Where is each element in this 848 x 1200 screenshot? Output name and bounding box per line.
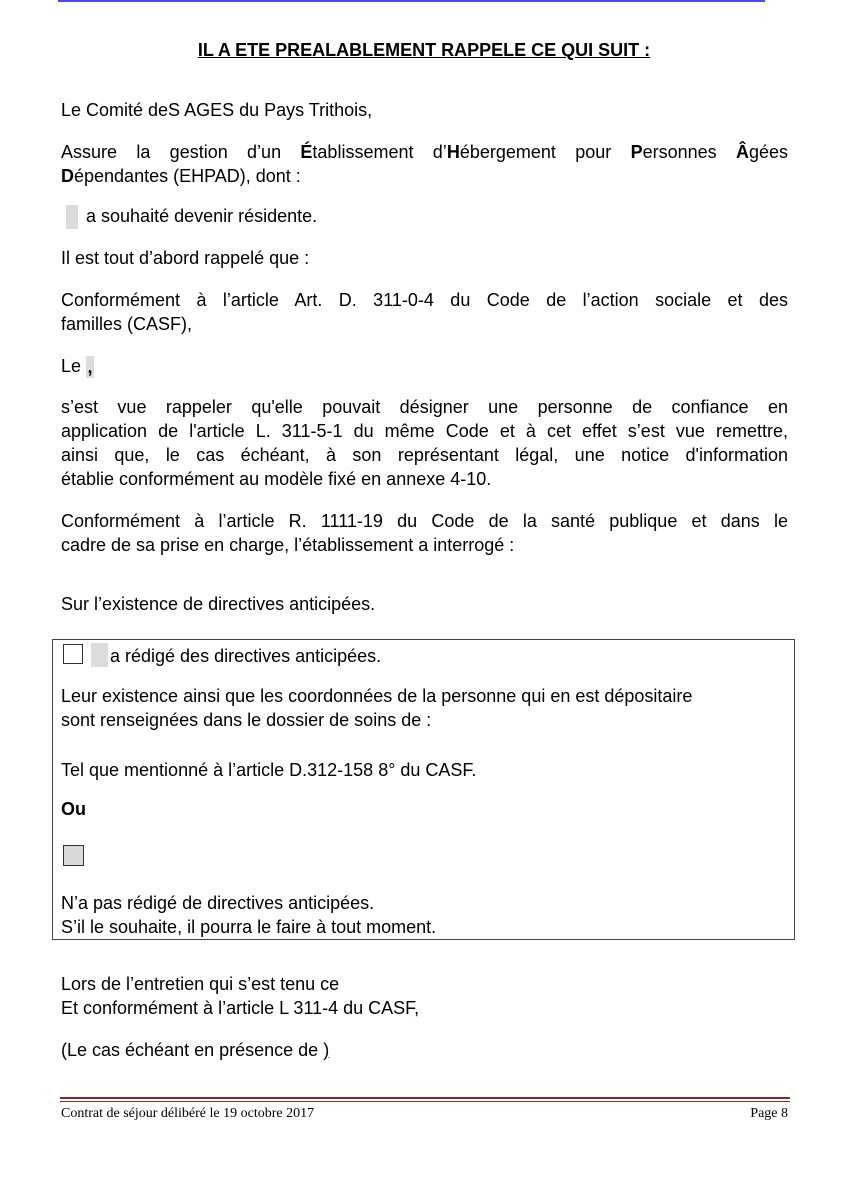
option2-text: N’a pas rédigé de directives anticipées. S’il le souhaite, il pourra le faire à tout moment.: [61, 893, 437, 937]
option1-label: a rédigé des directives anticipées.: [110, 646, 382, 666]
top-rule: [58, 0, 765, 2]
redacted-name-field-2[interactable]: ,: [87, 357, 93, 378]
directives-box: [52, 639, 795, 940]
resident-line: a souhaité devenir résidente.: [66, 204, 793, 229]
ou-label: Ou: [61, 799, 86, 819]
vue-paragraph: s’est vue rappeler qu'elle pouvait désigner une personne de confiance en application de l'article L. 311-5-1 du même Code et à cet effet s’est vue remettre, ainsi que, le cas échéant, à son représentant légal, une notice d'information établie conformément au modèle fixé en annexe 4-10.: [61, 397, 788, 489]
pas-redige-checkbox[interactable]: [63, 845, 84, 866]
le-line: Le ,: [61, 356, 93, 378]
assure-paragraph: [61, 140, 788, 188]
rappel-line: Il est tout d’abord rappelé que :: [61, 248, 310, 268]
existence-line: Sur l’existence de directives anticipées.: [61, 594, 376, 614]
conform2-paragraph: Conformément à l’article R. 1111-19 du Code de la santé publique et dans le cadre de sa prise en charge, l’établissement a interrogé :: [61, 511, 788, 555]
entretien-paragraph: Lors de l’entretien qui s’est tenu ce Et conformément à l’article L 311-4 du CASF,: [61, 974, 420, 1018]
footer-rule-thin: [60, 1101, 790, 1102]
footer-rule-thick: [60, 1097, 790, 1099]
section-title: IL A ETE PREALABLEMENT RAPPELE CE QUI SUIT :: [197, 40, 651, 60]
assure-line-1: Assure la gestion d’un Établissement d’Hébergement pour Personnes Âgées: [61, 142, 788, 162]
redacted-name-field[interactable]: [66, 205, 78, 229]
footer-page-number: Page 8: [750, 1106, 788, 1121]
footer-contract-date: Contrat de séjour délibéré le 19 octobre 2017: [61, 1106, 315, 1121]
redacted-name-field-3[interactable]: [91, 643, 108, 667]
conform1-paragraph: Conformément à l’article Art. D. 311-0-4 du Code de l’action sociale et des familles (CASF),: [61, 290, 788, 334]
tel-que-line: Tel que mentionné à l’article D.312-158 8° du CASF.: [61, 760, 477, 780]
committee-line: Le Comité deS AGES du Pays Trithois,: [61, 100, 373, 120]
presence-close-paren: ): [323, 1040, 330, 1060]
presence-line: (Le cas échéant en présence de ): [61, 1040, 330, 1060]
redige-checkbox[interactable]: [63, 644, 83, 664]
assure-line-2: Dépendantes (EHPAD), dont :: [61, 166, 301, 186]
leur-existence-text: Leur existence ainsi que les coordonnées de la personne qui en est dépositaire sont renseignées dans le dossier de soins de :: [61, 686, 693, 730]
